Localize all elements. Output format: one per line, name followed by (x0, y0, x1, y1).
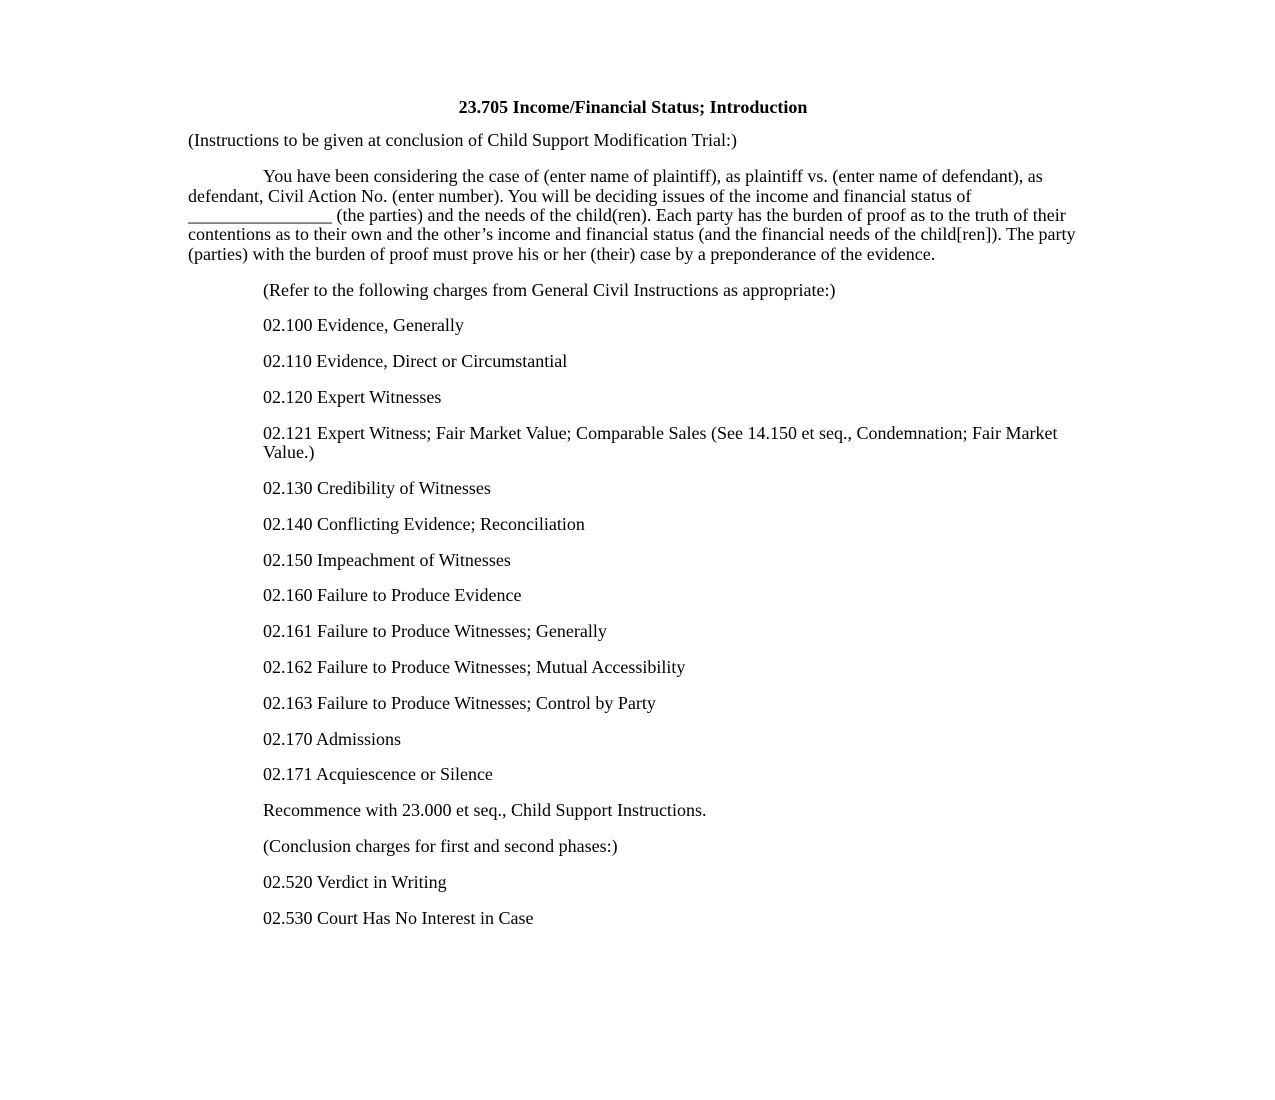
document-body (188, 98, 1088, 944)
charge-item: 02.100 Evidence, Generally (263, 315, 464, 336)
charge-item: 02.170 Admissions (263, 728, 402, 749)
intro-paragraph: You have been considering the case of (enter name of plaintiff), as plaintiff vs. (enter name of defendant), as defendant, Civil Action No. (enter number). You will be deciding issues of the income and financial status of ________________ (the parties) and the needs of the child(ren). Each party has the burden of proof as to the truth of their contentions as to their own and the other’s income and financial status (and the financial needs of the child[ren]). The party (parties) with the burden of proof must prove his or her (their) case by a preponderance of the evidence. (188, 166, 1076, 264)
document-title: 23.705 Income/Financial Status; Introduction (458, 97, 808, 117)
charge-item: 02.160 Failure to Produce Evidence (263, 585, 522, 606)
charge-item: 02.150 Impeachment of Witnesses (263, 549, 511, 570)
charge-item: 02.171 Acquiescence or Silence (263, 764, 493, 785)
charge-item: 02.121 Expert Witness; Fair Market Value; Comparable Sales (See 14.150 et seq., Condemnation; Fair Market Value.) (263, 422, 1058, 463)
conclusion-note: (Conclusion charges for first and second phases:) (263, 835, 618, 856)
charge-item: 02.163 Failure to Produce Witnesses; Control by Party (263, 692, 656, 713)
charge-item: 02.110 Evidence, Direct or Circumstantial (263, 351, 568, 372)
recommence-note: Recommence with 23.000 et seq., Child Support Instructions. (263, 800, 707, 821)
charge-item: 02.162 Failure to Produce Witnesses; Mutual Accessibility (263, 657, 686, 677)
charge-item: 02.161 Failure to Produce Witnesses; Generally (263, 621, 607, 642)
conclusion-charge-item: 02.530 Court Has No Interest in Case (263, 907, 534, 928)
refer-note: (Refer to the following charges from General Civil Instructions as appropriate:) (263, 279, 836, 300)
charges-list (188, 316, 1088, 784)
charge-item: 02.130 Credibility of Witnesses (263, 478, 491, 499)
instruction-note: (Instructions to be given at conclusion of Child Support Modification Trial:) (188, 130, 737, 151)
conclusion-charges-list (188, 873, 1088, 928)
charge-item: 02.140 Conflicting Evidence; Reconciliation (263, 513, 585, 534)
charge-item: 02.120 Expert Witnesses (263, 387, 442, 408)
conclusion-charge-item: 02.520 Verdict in Writing (263, 871, 447, 892)
